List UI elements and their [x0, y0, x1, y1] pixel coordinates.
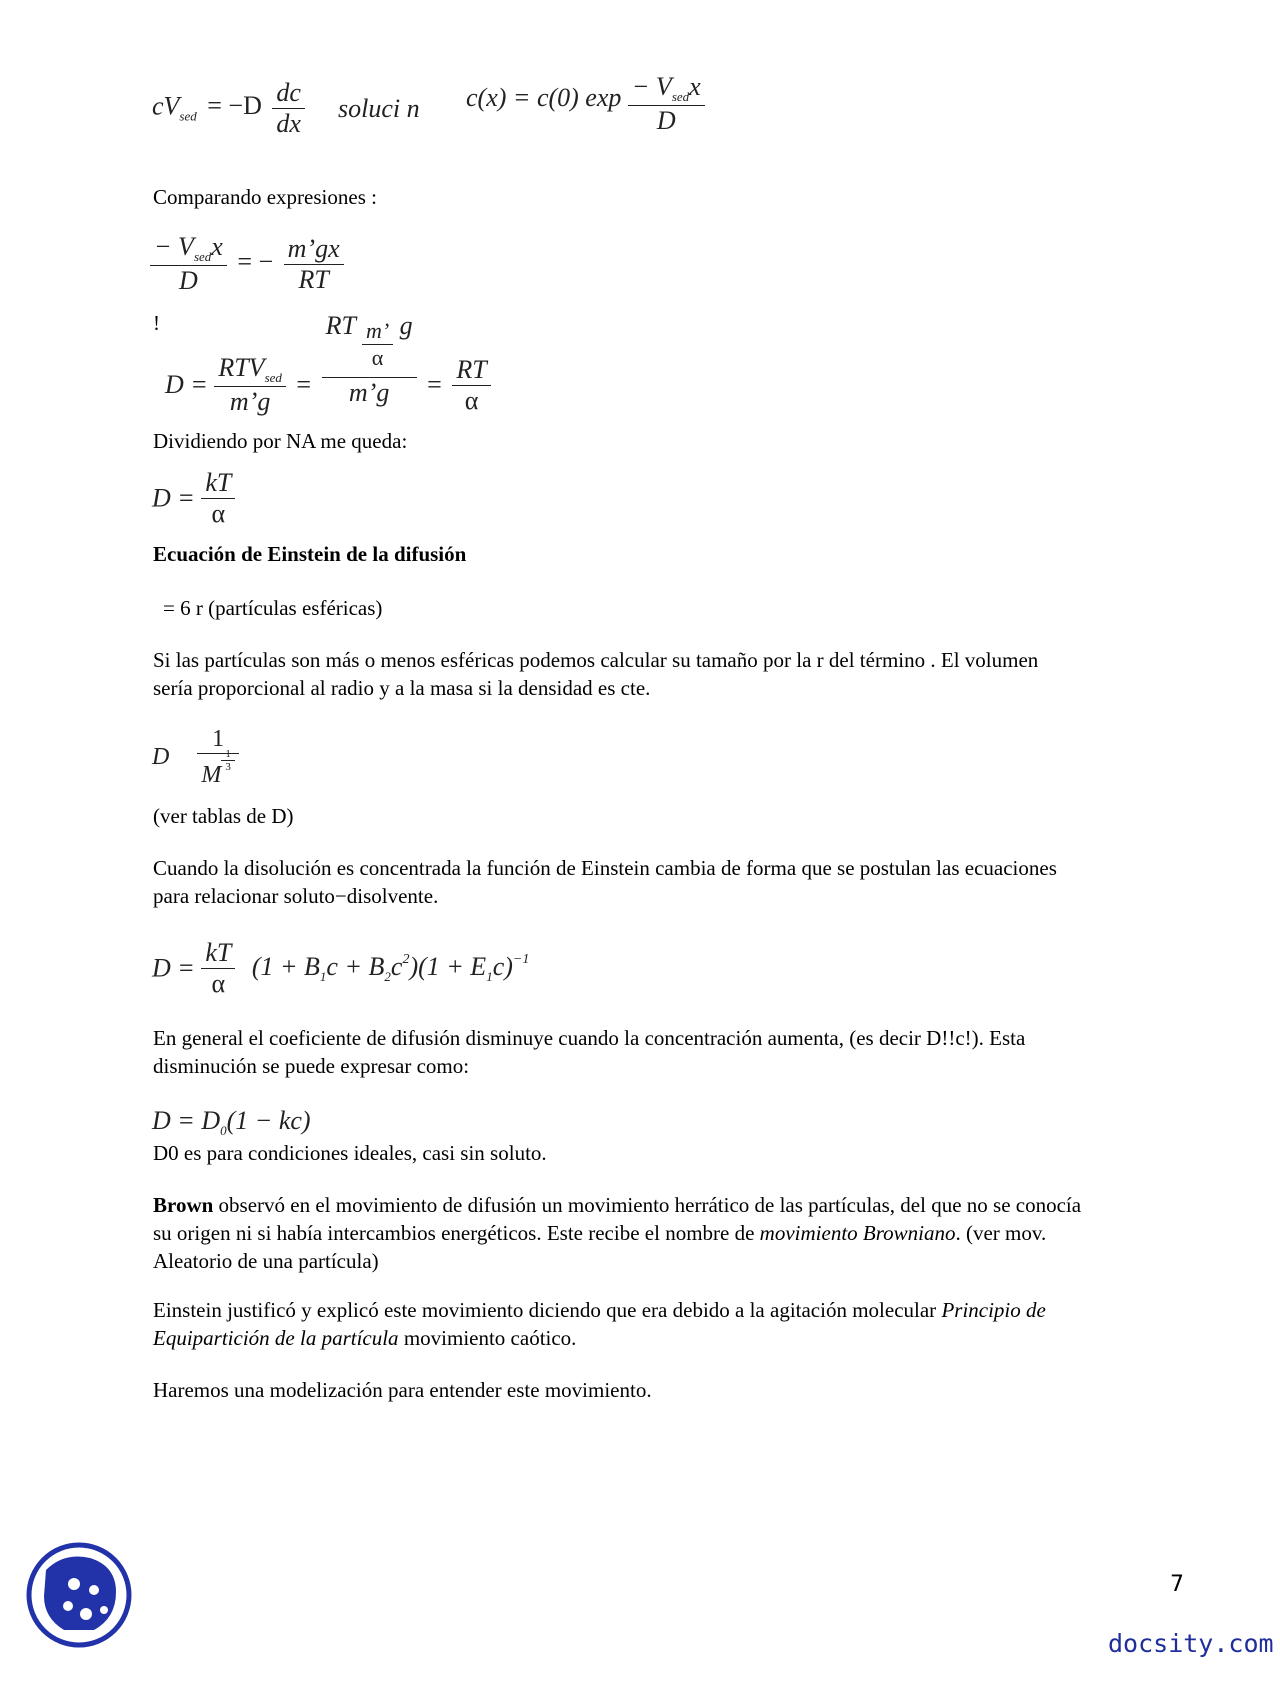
brown-2b: . (ver mov.: [955, 1221, 1047, 1245]
eq5-exp: [221, 748, 235, 773]
eq3-f2num-g: g: [399, 311, 413, 341]
eq6-supm1: −1: [512, 952, 530, 967]
eq6-tail-a: (1 + B: [251, 952, 320, 981]
text-bang: !: [153, 311, 160, 335]
eq6-sub2: 2: [384, 969, 391, 984]
eq7-b: (1 − kc): [226, 1106, 311, 1135]
brown-bold: Brown: [153, 1193, 214, 1217]
text-haremos: Haremos una modelización para entender este movimiento.: [153, 1378, 652, 1402]
eq3-f1num: RTV: [218, 353, 265, 382]
eq5-num: 1: [212, 726, 225, 752]
text-si-las-2: sería proporcional al radio y a la masa si la densidad es cte.: [153, 676, 651, 700]
equation-proportional: [152, 726, 239, 789]
brown-2i: movimiento Browniano: [759, 1221, 956, 1245]
eq1-sol-frac: [628, 72, 705, 136]
page-number: 7: [1170, 1572, 1184, 1597]
eq4-lhs: D =: [152, 483, 195, 513]
text-ver-tablas: (ver tablas de D): [153, 804, 294, 828]
eq1-sol-sub: sed: [671, 89, 690, 104]
eq5-exp-num: 1: [225, 747, 231, 760]
section-title-einstein: [153, 540, 466, 569]
brown-2a: su origen ni si había intercambios energéticos. Este recibe el nombre de: [153, 1221, 760, 1245]
eq3-inner-num: m’: [365, 318, 390, 343]
eq1-rhs-prefix: = −D: [207, 91, 262, 121]
eq1-sol-den: D: [628, 105, 705, 136]
einstein-1a: Einstein justificó y explicó este movimiento diciendo que era debido a la agitación molecular: [153, 1298, 942, 1322]
paragraph-einstein-1: [153, 1296, 1046, 1325]
equation-solution-word: [338, 94, 420, 124]
eq4-frac: [201, 468, 235, 529]
equation-linear: [152, 1106, 311, 1139]
equation-compare: [150, 232, 344, 296]
paragraph-einstein-2: [153, 1324, 576, 1353]
brown-1: observó en el movimiento de difusión un movimiento herrático de las partículas, del que no se conocía: [213, 1193, 1082, 1217]
equation-solution: [466, 72, 705, 136]
eq3-f2den: m’g: [322, 377, 417, 408]
eq3-frac2: [322, 311, 417, 408]
eq6-sub1: 1: [319, 969, 327, 984]
eq6-num: kT: [205, 938, 232, 967]
eq1-word: soluci n: [338, 94, 420, 123]
eq1-frac: [272, 78, 305, 139]
eq5-den: M: [201, 762, 222, 788]
eq7-sub: 0: [220, 1123, 227, 1138]
eq3-lhs: D =: [165, 370, 208, 399]
eq5-lhs: D: [152, 744, 170, 770]
paragraph-brown-2: [153, 1219, 1046, 1248]
equation-einstein: [152, 468, 235, 529]
einstein-2i: Equipartición de la partícula: [153, 1326, 399, 1350]
eq2-rnum: m’gx: [287, 233, 340, 263]
eq2-right-frac: [284, 234, 344, 295]
text-d0: D0 es para condiciones ideales, casi sin soluto.: [153, 1141, 547, 1165]
text-cuando-2: para relacionar soluto−disolvente.: [153, 884, 439, 908]
docsity-logo-icon[interactable]: [24, 1540, 134, 1650]
eq4-den: α: [201, 498, 235, 529]
text-comparando: Comparando expresiones :: [153, 185, 377, 209]
eq2-num: − V: [154, 232, 194, 261]
eq6-lhs: D =: [152, 953, 195, 983]
eq6-sup2: 2: [402, 952, 410, 967]
text-cuando-1: Cuando la disolución es concentrada la función de Einstein cambia de forma que se postulan las ecuaciones: [153, 856, 1057, 880]
eq1-num: dc: [276, 78, 301, 107]
eq3-eq2: =: [427, 370, 442, 399]
text-general-2: disminución se puede expresar como:: [153, 1054, 470, 1078]
eq3-frac3: [452, 355, 490, 416]
eq3-f3den: α: [452, 385, 490, 416]
brand-link[interactable]: docsity.com: [1108, 1629, 1274, 1658]
text-dividiendo: Dividiendo por NA me queda:: [153, 429, 408, 453]
eq2-num-tail: x: [211, 232, 223, 261]
eq3-frac1: [214, 353, 286, 417]
einstein-2b: movimiento caótico.: [398, 1326, 577, 1350]
eq6-tail-c: c: [390, 952, 403, 981]
text-si-las-1: Si las partículas son más o menos esféricas podemos calcular su tamaño por la r del término . El volumen: [153, 648, 1039, 672]
eq7-a: D = D: [152, 1106, 221, 1135]
eq5-frac: [197, 726, 239, 789]
eq3-f3num: RT: [456, 354, 487, 384]
eq1-sol: c(x) = c(0) exp: [466, 82, 622, 112]
eq1-lhs: cV: [152, 91, 180, 121]
eq3-f1den: m’g: [214, 386, 286, 417]
eq6-tail-b: c + B: [326, 952, 385, 981]
paragraph-brown-3: Aleatorio de una partícula): [153, 1249, 379, 1273]
eq2-rden: RT: [284, 264, 344, 295]
eq1-den: dx: [272, 108, 305, 139]
eq1-sub: sed: [179, 108, 197, 124]
equation-concentrated: [152, 938, 529, 999]
eq1-sol-num: − V: [631, 72, 672, 101]
einstein-1i: Principio de: [941, 1298, 1046, 1322]
eq1-sol-num-tail: x: [689, 72, 701, 101]
eq3-inner-frac: [362, 318, 393, 371]
eq6-frac: [201, 938, 235, 999]
text-esfericas: = 6 r (partículas esféricas): [163, 596, 383, 620]
equation-diffusion-derivation: [165, 311, 491, 430]
eq2-den: D: [150, 265, 227, 296]
eq2-mid: = −: [237, 246, 274, 276]
eq3-f1sub: sed: [264, 370, 282, 385]
eq4-num: kT: [205, 468, 232, 497]
eq2-sub: sed: [193, 249, 212, 264]
eq3-eq1: =: [296, 370, 312, 399]
eq5-exp-den: 3: [221, 760, 235, 773]
eq6-den: α: [201, 968, 235, 999]
eq6-sub3: 1: [486, 969, 493, 984]
eq6-tail-d: )(1 + E: [409, 952, 487, 981]
text-general-1: En general el coeficiente de difusión disminuye cuando la concentración aumenta, (es decir D!!c!). Esta: [153, 1026, 1026, 1050]
paragraph-brown-1: [153, 1191, 1081, 1220]
einstein-title-text: Ecuación de Einstein de la difusión: [153, 542, 467, 566]
eq3-inner-den: α: [362, 344, 393, 371]
eq6-tail-e: c): [492, 952, 513, 981]
equation-sedimentation: [152, 78, 305, 139]
eq2-left-frac: [150, 232, 227, 296]
eq6-tail: [251, 952, 530, 984]
eq3-f2num-a: RT: [325, 311, 356, 341]
